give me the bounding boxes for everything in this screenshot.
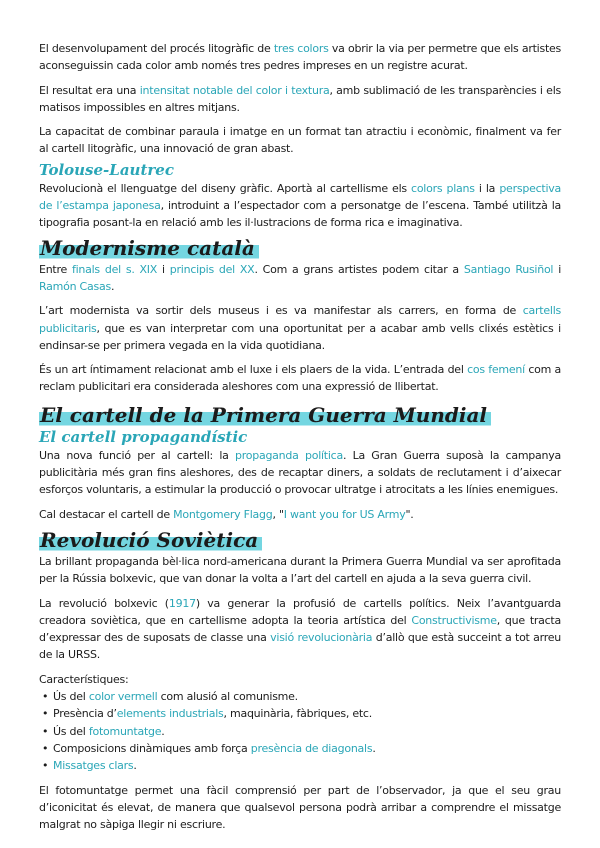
sovietica-paragraph-2 — [39, 595, 561, 664]
highlighted-term: finals del s. XIX — [71, 262, 158, 276]
sovietica-paragraph-3 — [39, 782, 561, 834]
highlighted-term: Ramón Casas — [39, 279, 111, 293]
text-segment: . — [110, 279, 115, 293]
intro-paragraph-3 — [39, 123, 561, 158]
highlighted-term: principis del XX — [169, 262, 255, 276]
text-segment: La revolució bolxevic ( — [39, 596, 169, 610]
text-segment: . Com a grans artistes podem citar a — [254, 262, 464, 276]
text-segment: , maquinària, fàbriques, etc. — [223, 707, 372, 721]
text-segment: Composicions dinàmiques amb força — [53, 741, 251, 755]
heading-toulouse-lautrec: Tolouse-Lautrec — [39, 160, 174, 179]
text-segment: És un art íntimament relacionat amb el luxe i els plaers de la vida. L’entrada del — [39, 363, 468, 377]
text-segment: ". — [405, 507, 414, 521]
text-segment: com a reclam publicitari era considerada aleshores com una expressió de llibertat. — [39, 363, 561, 394]
text-segment: Presència d’ — [53, 707, 117, 721]
text-segment: d’allò que està succeint a tot arreu de la URSS. — [39, 631, 562, 662]
modernisme-paragraph-3 — [39, 361, 561, 396]
text-segment: Revolucionà el llenguatge del diseny gràfic. Aportà al cartellisme els — [39, 181, 412, 195]
highlighted-term: color vermell — [88, 690, 158, 704]
highlighted-term: propaganda política — [234, 448, 343, 462]
text-segment: Entre — [39, 262, 72, 276]
guerra-paragraph-1 — [39, 447, 561, 499]
highlighted-term: elements industrials — [116, 707, 224, 721]
guerra-paragraph-2 — [39, 506, 561, 523]
highlighted-term: Santiago Rusiñol — [463, 262, 554, 276]
highlighted-term: cos femení — [467, 363, 525, 377]
list-item — [53, 688, 561, 705]
text-segment: i — [553, 262, 561, 276]
list-item — [53, 757, 561, 774]
characteristics-title: Característiques: — [39, 672, 129, 686]
heading-modernisme-catala: Modernisme català — [39, 235, 259, 261]
highlighted-term: perspectiva de l’estampa japonesa — [39, 181, 561, 213]
text-segment: . — [161, 724, 165, 738]
text-segment: El fotomuntatge permet una fàcil comprensió per part de l’observador, ja que el seu grau d’iconicitat és elevat, de manera que qualsevol persona podrà arribar a comprendre el missatge malgrat no sàpiga llegir ni escriure. — [39, 783, 561, 832]
text-segment: Ús del — [53, 724, 89, 738]
intro-paragraph-1 — [39, 40, 561, 75]
highlighted-term: Missatges clars — [53, 759, 134, 773]
modernisme-paragraph-2 — [39, 302, 561, 354]
highlighted-term: fotomuntatge — [88, 724, 162, 738]
text-segment: Ús del — [53, 690, 89, 704]
characteristics-list — [39, 688, 561, 774]
text-segment: , que tracta d’expressar des de suposats de classe una — [39, 613, 561, 645]
highlighted-term: visió revolucionària — [270, 631, 373, 645]
modernisme-paragraph-1 — [39, 261, 561, 296]
highlighted-term: 1917 — [168, 596, 196, 610]
intro-paragraph-2 — [39, 82, 561, 117]
highlighted-term: Constructivisme — [411, 613, 497, 627]
text-segment: La capacitat de combinar paraula i imatge en un format tan atractiu i econòmic, finalment va fer al cartell litogràfic, una innovació de gran abast. — [39, 125, 561, 156]
text-segment: El resultat era una — [39, 83, 140, 97]
text-segment: , amb sublimació de les transparències i els matisos impossibles en altres mitjans. — [39, 83, 561, 114]
text-segment: El desenvolupament del procés litogràfic de — [39, 42, 274, 55]
list-item — [53, 723, 561, 740]
highlighted-term: I want you for US Army — [283, 507, 406, 521]
text-segment: Cal destacar el cartell de — [39, 507, 174, 521]
heading-revolucio-sovietica: Revolució Soviètica — [39, 527, 262, 553]
toulouse-paragraph-1 — [39, 180, 561, 232]
text-segment: La brillant propaganda bèl·lica nord-americana durant la Primera Guerra Mundial va ser aprofitada per la Rússia bolxevic, que van donar la volta a l’art del cartell en ajuda a la seva guerra civil. — [39, 554, 561, 586]
list-item — [53, 705, 561, 722]
text-segment: , introduint a l’espectador com a personatge de l’escena. També utilitzà la tipografia posant-la en relació amb les il·lustracions de forma rica e imaginativa. — [39, 199, 562, 230]
text-segment: . — [133, 759, 137, 773]
text-segment: , que es van interpretar com una oportunitat per a acabar amb vells clixés estètics i endinsar-se per primera vegada en la vida quotidiana. — [39, 321, 561, 352]
text-segment: . — [372, 741, 376, 755]
highlighted-term: colors plans — [411, 181, 475, 195]
text-segment: va obrir la via per permetre que els artistes aconseguissin cada color amb només tres pedres impreses en un registre acurat. — [39, 42, 562, 73]
highlighted-term: intensitat notable del color i textura — [139, 83, 330, 97]
text-segment: ) va generar la profusió de cartells polítics. Neix l’avantguarda creadora soviètica, que en cartellisme adopta la teoria artística del — [39, 596, 562, 627]
highlighted-term: tres colors — [273, 42, 329, 55]
highlighted-term: presència de diagonals — [250, 741, 373, 755]
highlighted-term: cartells publicitaris — [39, 304, 561, 335]
text-segment: i — [157, 262, 170, 276]
highlighted-term: Montgomery Flagg — [173, 507, 273, 521]
text-segment: L’art modernista va sortir dels museus i es va manifestar als carrers, en forma de — [39, 304, 523, 318]
heading-primera-guerra-mundial: El cartell de la Primera Guerra Mundial — [39, 402, 491, 428]
text-segment: . La Gran Guerra suposà la campanya publicitària més gran fins aleshores, des de recaptar diners, a soldats de reclutament i d’aixecar esforços voluntaris, a estimular la producció o provocar ultratge i atrocitats a les línies enemigues. — [39, 448, 562, 497]
text-segment: i la — [474, 181, 500, 195]
list-item — [53, 740, 561, 757]
text-segment: Una nova funció per al cartell: la — [39, 448, 235, 462]
sovietica-paragraph-1 — [39, 553, 561, 588]
subheading-cartell-propagandistic: El cartell propagandístic — [39, 427, 248, 446]
text-segment: com alusió al comunisme. — [157, 690, 298, 704]
text-segment: , " — [272, 507, 284, 521]
